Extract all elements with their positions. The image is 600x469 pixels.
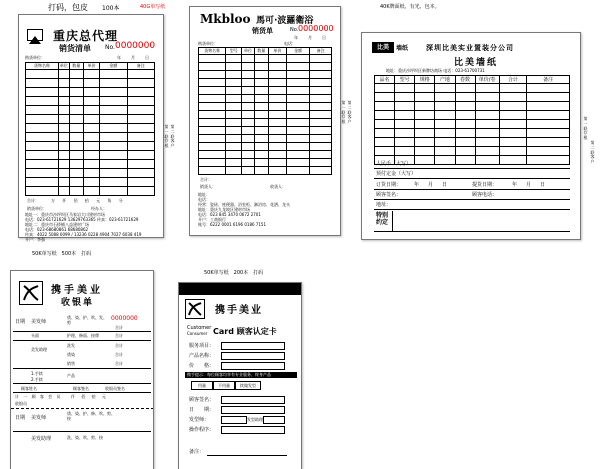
customer-sign-label: 顾客签名：	[376, 192, 402, 198]
divider	[374, 189, 570, 190]
col-header: 备注	[527, 76, 570, 84]
order-date-year: 年	[414, 182, 420, 188]
table-row	[199, 79, 332, 87]
col-header: 金额	[100, 63, 127, 70]
col-header: 单价	[83, 63, 99, 70]
date-month: 月	[308, 35, 312, 40]
table-row	[199, 119, 332, 127]
form-title: 重庆总代理	[53, 29, 119, 43]
side-label: 第二联	[590, 140, 595, 155]
side-label: 存根	[341, 114, 346, 124]
side-label: 第二联	[170, 124, 175, 139]
goods-table	[374, 75, 570, 165]
col-header: 单位	[242, 48, 254, 55]
table-row	[26, 151, 155, 160]
sales-slip-form	[189, 6, 341, 236]
col-header: 备注	[127, 63, 154, 70]
table-row	[26, 79, 155, 88]
field-label: 服务项目：	[189, 343, 215, 349]
tag-box[interactable]: 用量	[191, 381, 213, 390]
seller-sign: 销货人：	[200, 184, 216, 189]
col-header: 产地	[435, 76, 455, 84]
table-row	[26, 133, 155, 142]
amount-label: 人民币（大写）	[376, 161, 412, 167]
sub-row: 洗发	[67, 343, 75, 348]
tear-line	[11, 408, 153, 409]
receiver-sign: 收货人：	[270, 184, 286, 189]
logo-sub: 墙纸	[396, 45, 409, 52]
divider	[374, 168, 570, 169]
subtotal-label: 合计	[115, 352, 123, 357]
date-input[interactable]	[221, 406, 285, 414]
sub-row: 2.手续	[31, 377, 43, 382]
address-block: 地址一：重庆市沙坪坝区马家岩大川建材市场 电话：023-61721629 13629763365 传真：023-61721629 地址二：重庆市石桥铺八益建材广场 电话：023-68680861 68680862 传真：4022 5088 0099 / 13236 0228 4904 7027 6038 419 开户：李强	[25, 212, 142, 242]
subtotal-label: 合计	[115, 325, 123, 330]
row-items: 洗、染、吹、剪、按	[67, 435, 103, 440]
company-logo: 比美	[372, 42, 394, 53]
total-label: 合计：	[27, 198, 39, 203]
form-title: 比美墙纸	[454, 58, 499, 68]
stylist-input[interactable]	[221, 416, 247, 424]
table-row	[26, 187, 155, 196]
row-label: 美发助理	[31, 436, 52, 442]
row-label: 美发助理	[31, 347, 47, 352]
divider	[13, 392, 151, 393]
table-row	[375, 138, 570, 147]
row-items: 烫、染、护、吹、发、剪	[67, 315, 107, 325]
divider	[374, 178, 570, 179]
note-quantity: 100本	[102, 5, 120, 12]
table-row	[375, 93, 570, 102]
table-row	[375, 129, 570, 138]
field-label: 操作程序：	[189, 427, 215, 433]
col-header: 货物名称	[199, 48, 226, 55]
subtotal-label: 合计	[115, 333, 123, 338]
notice-bar: 携手提示：每位顾客均享有专业服务、终身产品	[185, 372, 297, 378]
serial-number: 0000000	[111, 315, 138, 322]
assistant-label: 发型助理	[247, 417, 263, 422]
table-row	[26, 160, 155, 169]
side-label: 客户	[590, 154, 595, 164]
company-info: 地址：重庆沙坪坝区新牌坊商场 电话：023-61700731	[386, 68, 485, 73]
table-row	[199, 111, 332, 119]
side-label: 第一联	[164, 124, 169, 139]
note-print-pack: 打码，包皮	[48, 3, 88, 12]
table-row	[26, 88, 155, 97]
total-units: 万 仟 佰 拾 元 角 分	[51, 198, 123, 203]
brand-name: 携手美业	[215, 305, 263, 316]
col-header: 单位	[59, 63, 68, 68]
table-row	[199, 87, 332, 95]
table-row	[26, 142, 155, 151]
field-label: 发型师：	[189, 417, 210, 423]
side-label: 客户	[170, 138, 175, 148]
field-label: 顾客签名：	[189, 397, 215, 403]
col-header: 数量	[254, 48, 268, 55]
side-label: 第一联	[341, 100, 346, 115]
tag-box[interactable]: 续做发型	[235, 381, 261, 390]
summary-row: 计 一 顾 客 会 员	[15, 394, 61, 399]
side-label: 客户	[347, 114, 352, 124]
no-label: No.	[105, 44, 115, 51]
divider	[392, 211, 393, 231]
serial-number: 0000000	[298, 24, 334, 33]
col-header: 型号	[226, 48, 242, 55]
table-row	[199, 143, 332, 151]
col-header: 单价	[268, 48, 286, 55]
price-input[interactable]	[221, 362, 285, 370]
table-row	[375, 147, 570, 156]
note-paper: 40G单写纸	[140, 4, 166, 10]
table-row	[199, 55, 332, 63]
table-row	[26, 97, 155, 106]
table-row	[26, 169, 155, 178]
table-row	[199, 167, 332, 175]
col-header: 合计	[499, 76, 527, 84]
signature-input[interactable]	[221, 396, 285, 404]
remark-line	[207, 455, 287, 456]
date-label: 日期	[15, 415, 26, 421]
seller-sign: 销货单位：	[27, 206, 47, 211]
form-subtitle: 销货单	[252, 27, 273, 35]
order-date-month: 月	[428, 182, 434, 188]
total-label: 合计：	[200, 177, 212, 182]
summary-label: 收银员签名	[105, 386, 125, 391]
row-items: 烫、染、护、修、吹、剪、按	[67, 411, 115, 421]
field-label: 产品名称：	[189, 353, 215, 359]
note-paper-2: 40K牌面纸、有光、包本。	[380, 4, 440, 10]
date-day: 日	[322, 35, 326, 40]
table-row	[26, 115, 155, 124]
buyer-label: 购货单位：	[25, 55, 45, 60]
subtotal-label: 合计	[115, 361, 123, 366]
procedure-input[interactable]	[221, 426, 285, 434]
customer-phone-label: 顾客电话：	[472, 192, 498, 198]
goods-table	[198, 47, 332, 175]
brand-logo	[19, 281, 43, 305]
col-header: 金额	[286, 48, 309, 55]
sub-row: 1.手续	[31, 371, 43, 376]
sub-row: 头面	[31, 333, 39, 338]
brand-cn: 馬可·波羅衛浴	[256, 16, 314, 26]
table-row	[26, 178, 155, 187]
summary-label: 顾客签名	[73, 386, 89, 391]
subtotal-label: 合计	[115, 343, 123, 348]
header-bar	[179, 283, 301, 295]
row-label: 美发师	[31, 415, 47, 421]
table-row	[375, 102, 570, 111]
footer-block: 地址： 电话： 经营：瓷砖、座便器、浴室柜、淋浴房、花洒、龙头 地址：重庆九龙坡区建材市场 电话：023 845 3470 0672 2701 开户：工商银行 账号：6222 0001 6196 0186 7151	[198, 192, 290, 227]
table-row	[26, 70, 155, 79]
cashier-label: 收银员	[15, 401, 27, 406]
side-label: 第一联	[583, 116, 588, 131]
remark-label: 备注：	[189, 449, 205, 455]
date-day: 日	[145, 55, 149, 60]
goods-table	[25, 62, 155, 196]
divider	[13, 340, 151, 341]
no-label: No.	[290, 27, 299, 33]
address-label: 地址：	[376, 202, 392, 208]
table-row	[26, 106, 155, 115]
side-label: 存根	[164, 138, 169, 148]
divider	[374, 231, 570, 232]
field-label: 价 格：	[189, 363, 215, 369]
phone-label: 电话：	[284, 41, 296, 46]
summary-units: 仟 佰 拾 元	[71, 394, 106, 399]
table-row	[26, 124, 155, 133]
date-year: 年	[117, 55, 121, 60]
sub-row: 销售	[67, 361, 75, 366]
table-row	[199, 151, 332, 159]
product-input[interactable]	[221, 352, 285, 360]
handler-sign: 经办人：	[91, 206, 107, 211]
assistant-input[interactable]	[263, 416, 285, 424]
summary-label: 顾客姓名	[21, 386, 37, 391]
table-row	[375, 84, 570, 93]
date-year: 年	[294, 35, 298, 40]
company-logo	[27, 29, 43, 41]
table-row	[199, 95, 332, 103]
divider	[374, 199, 570, 200]
divider	[13, 331, 151, 332]
pickup-date-day: 日	[540, 182, 546, 188]
row-items: 护理、修面、按摩	[67, 333, 99, 338]
divider	[13, 431, 151, 432]
table-row	[375, 111, 570, 120]
divider	[13, 383, 151, 384]
col-header: 品名	[375, 76, 395, 84]
sub-row: 烫染	[67, 352, 75, 357]
note-form4: 50K单写纸 500本 打码	[32, 251, 92, 257]
agreement-label: 特别约定	[376, 212, 389, 226]
order-date-day: 日	[442, 182, 448, 188]
buyer-label: 购货单位：	[198, 41, 218, 46]
row-label: 美发师	[31, 319, 47, 325]
company-name: 深圳比美实业置装分公司	[426, 44, 514, 52]
form-title: 收银单	[61, 298, 95, 308]
card-title: Card 顾客认定卡	[213, 327, 277, 336]
brand-logo	[185, 299, 205, 319]
pickup-date-month: 月	[526, 182, 532, 188]
table-row	[199, 103, 332, 111]
table-row	[199, 135, 332, 143]
col-header: 型号	[395, 76, 415, 84]
tag-box[interactable]: 不用量	[213, 381, 235, 390]
date-label: 日期	[15, 319, 26, 325]
form-subtitle: 销货清单	[59, 44, 91, 53]
divider	[13, 368, 151, 369]
card-en1: Customer	[187, 325, 212, 331]
cashier-receipt-form	[10, 270, 154, 469]
customer-card-form	[178, 282, 302, 469]
col-header: 规格	[415, 76, 435, 84]
col-header: 卷数	[455, 76, 475, 84]
col-header: 备注	[310, 48, 332, 55]
col-header: 数量	[69, 63, 83, 70]
table-row	[199, 71, 332, 79]
table-row	[375, 120, 570, 129]
side-label: 第二联	[347, 100, 352, 115]
brand-name: 携手美业	[51, 285, 103, 296]
field-label: 日 期：	[189, 407, 215, 413]
wallpaper-order-form	[361, 32, 581, 240]
table-row	[199, 127, 332, 135]
col-header: 单价/卷	[475, 76, 499, 84]
sales-list-form	[18, 14, 164, 242]
deposit-label: 预付定金（大写）	[376, 171, 417, 177]
service-input[interactable]	[221, 342, 285, 350]
table-row	[199, 159, 332, 167]
table-row	[199, 63, 332, 71]
order-date-label: 订货日期：	[376, 182, 402, 188]
pickup-date-year: 年	[512, 182, 518, 188]
divider	[374, 209, 570, 210]
pickup-date-label: 提货日期：	[472, 182, 498, 188]
date-month: 月	[131, 55, 135, 60]
brand-name: Mkbloo	[200, 12, 251, 26]
card-en2: Consumer	[187, 331, 208, 336]
note-form5: 50K单写纸 200本 打码	[204, 270, 264, 276]
col-header: 货物名称	[26, 63, 59, 70]
side-label: 存根	[583, 130, 588, 140]
serial-number: 0000000	[115, 41, 156, 51]
row-items: 产品	[67, 373, 75, 378]
